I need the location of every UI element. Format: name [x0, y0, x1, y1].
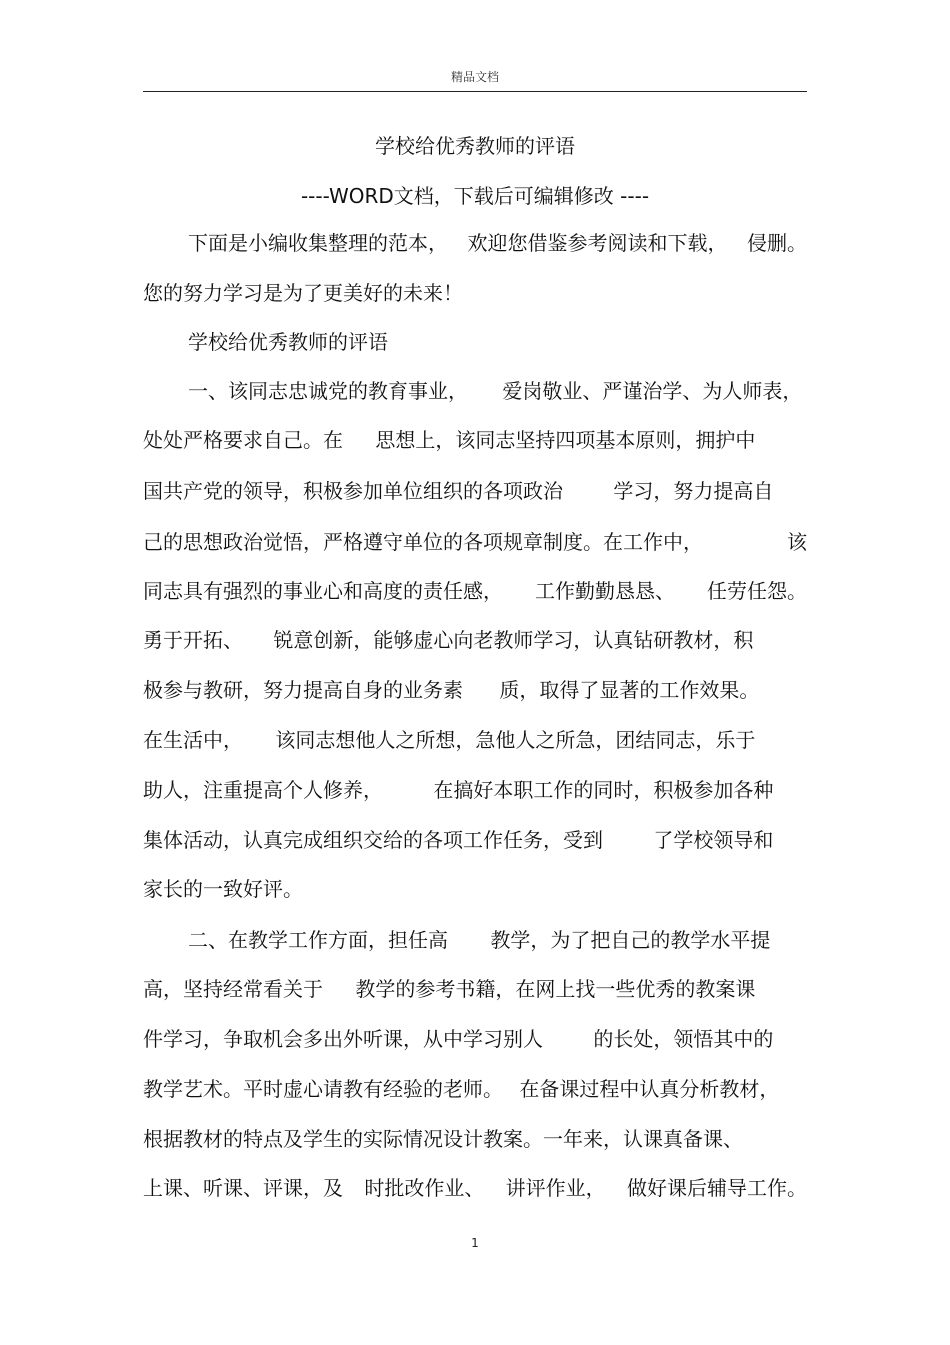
text-segment: 讲评作业，: [505, 1176, 606, 1200]
text-segment: 助人，注重提高个人修养，: [143, 778, 383, 802]
text-segment: 二、在教学工作方面，担任高: [188, 928, 448, 952]
text-line: [143, 1173, 807, 1203]
text-segment: 极参与教研，努力提高自身的业务素: [143, 678, 463, 702]
text-segment: 件学习，争取机会多出外听课，从中学习别人: [143, 1027, 543, 1051]
text-line: [143, 527, 807, 557]
text-segment: 思想上，该同志坚持四项基本原则，拥护中: [375, 428, 756, 452]
header-divider: [143, 91, 807, 92]
text-segment: 该同志想他人之所想，急他人之所急，团结同志，乐于: [275, 728, 756, 752]
text-segment: 教学，为了把自己的教学水平提: [490, 928, 771, 952]
header-label: 精品文档: [450, 70, 499, 84]
text-line: [143, 1124, 807, 1154]
text-line: [143, 675, 807, 705]
document-title: 学校给优秀教师的评语: [375, 134, 575, 158]
text-line: [143, 476, 807, 506]
text-line: [143, 775, 807, 805]
text-segment: 家长的一致好评。: [143, 877, 303, 901]
text-segment: 做好课后辅导工作。: [626, 1176, 807, 1200]
text-segment: 欢迎您借鉴参考阅读和下载，: [467, 231, 728, 255]
text-segment: 一、该同志忠诚党的教育事业，: [188, 379, 468, 403]
text-line: [188, 925, 807, 955]
text-segment: 集体活动，认真完成组织交给的各项工作任务，受到: [143, 828, 603, 852]
text-line: [143, 278, 807, 308]
text-segment: 国共产党的领导，积极参加单位组织的各项政治: [143, 479, 563, 503]
section-heading: [188, 327, 807, 357]
text-segment: 己的思想政治觉悟，严格遵守单位的各项规章制度。在工作中，: [143, 530, 703, 554]
text-line: [143, 425, 807, 455]
text-line: [143, 725, 807, 755]
text-segment: 下面是小编收集整理的范本，: [188, 231, 448, 255]
text-segment: 了学校领导和: [653, 828, 774, 852]
text-line: [143, 576, 807, 606]
text-segment: 的长处，领悟其中的: [593, 1027, 774, 1051]
text-segment: 在生活中，: [143, 728, 243, 752]
text-line: [143, 625, 807, 655]
text-segment: 该: [787, 530, 807, 554]
text-segment: 同志具有强烈的事业心和高度的责任感，: [143, 579, 503, 603]
text-segment: 工作勤勤恳恳、: [535, 579, 675, 603]
text-segment: 爱岗敬业、严谨治学、为人师表，: [502, 379, 803, 403]
text-line: [143, 974, 807, 1004]
text-segment: 上课、听课、评课，及: [143, 1176, 343, 1200]
text-line: [143, 1074, 807, 1104]
text-segment: 高，坚持经常看关于: [143, 977, 323, 1001]
text-segment: 锐意创新，能够虚心向老教师学习，认真钻研教材，积: [273, 628, 754, 652]
text-segment: 质，取得了显著的工作效果。: [499, 678, 760, 702]
text-segment: 根据教材的特点及学生的实际情况设计教案。一年来，认课真备课、: [143, 1127, 743, 1151]
text-segment: 学校给优秀教师的评语: [188, 330, 388, 354]
text-line: [188, 228, 807, 258]
text-line: [143, 874, 807, 904]
text-segment: 教学艺术。平时虚心请教有经验的老师。: [143, 1077, 503, 1101]
text-segment: 学习，努力提高自: [613, 479, 774, 503]
text-segment: 教学的参考书籍，在网上找一些优秀的教案课: [355, 977, 756, 1001]
document-subtitle: ----WORD文档，下载后可编辑修改 ----: [300, 184, 650, 208]
text-segment: 在搞好本职工作的同时，积极参加各种: [433, 778, 774, 802]
text-segment: 处处严格要求自己。在: [143, 428, 343, 452]
text-segment: 勇于开拓、: [143, 628, 243, 652]
text-segment: 在备课过程中认真分析教材，: [519, 1077, 780, 1101]
page-number: 1: [471, 1236, 479, 1250]
text-segment: 任劳任怨。: [707, 579, 807, 603]
text-line: [143, 825, 807, 855]
text-segment: 您的努力学习是为了更美好的未来！: [143, 281, 463, 305]
text-segment: 时批改作业、: [364, 1176, 485, 1200]
text-line: [188, 376, 807, 406]
text-segment: 侵删。: [747, 231, 807, 255]
text-line: [143, 1024, 807, 1054]
